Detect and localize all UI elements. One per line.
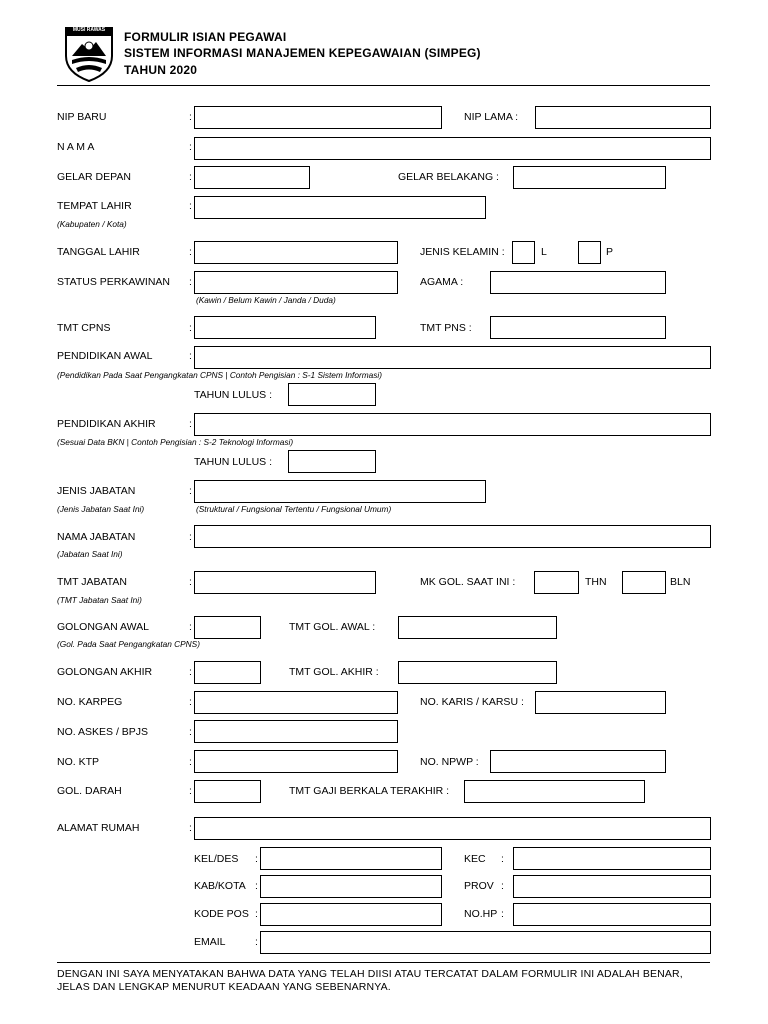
tmt-gol-awal-input[interactable] (398, 616, 557, 639)
colon: : (189, 485, 192, 497)
tanggal-lahir-input[interactable] (194, 241, 398, 264)
gelar-belakang-input[interactable] (513, 166, 666, 189)
nama-jabatan-input[interactable] (194, 525, 711, 548)
no-karpeg-input[interactable] (194, 691, 398, 714)
colon: : (189, 696, 192, 708)
hint-tempat-lahir: (Kabupaten / Kota) (57, 219, 127, 229)
email-input[interactable] (260, 931, 711, 954)
label-tmt-gaji: TMT GAJI BERKALA TERAKHIR : (289, 785, 450, 797)
no-askes-input[interactable] (194, 720, 398, 743)
form-year: TAHUN 2020 (124, 63, 198, 77)
label-email: EMAIL (194, 936, 226, 948)
declaration-text: DENGAN INI SAYA MENYATAKAN BAHWA DATA YANG TELAH DIISI ATAU TERCATAT DALAM FORMULIR INI ADALAH BENAR, JELAS DAN LENGKAP MENURUT KEADAAN YANG SEBENARNYA. (57, 968, 683, 993)
tmt-gol-akhir-input[interactable] (398, 661, 557, 684)
hint-jenis-jabatan: (Jenis Jabatan Saat Ini) (57, 504, 145, 514)
nip-baru-input[interactable] (194, 106, 442, 129)
header-divider (57, 85, 710, 86)
colon: : (189, 726, 192, 738)
form-title: FORMULIR ISIAN PEGAWAI (124, 30, 287, 44)
nama-input[interactable] (194, 137, 711, 160)
label-jk-p: P (606, 246, 614, 258)
label-no-npwp: NO. NPWP : (420, 756, 479, 768)
colon: : (501, 880, 504, 892)
colon: : (189, 822, 192, 834)
gelar-depan-input[interactable] (194, 166, 310, 189)
regency-logo (64, 26, 114, 82)
colon: : (189, 666, 192, 678)
kec-input[interactable] (513, 847, 711, 870)
label-no-karpeg: NO. KARPEG (57, 696, 123, 708)
colon: : (255, 853, 258, 865)
kel-des-input[interactable] (260, 847, 442, 870)
no-ktp-input[interactable] (194, 750, 398, 773)
label-jenis-kelamin: JENIS KELAMIN : (420, 246, 505, 258)
colon: : (255, 880, 258, 892)
hint-pendidikan-awal: (Pendidikan Pada Saat Pengangkatan CPNS | Contoh Pengisian : S-1 Sistem Informasi) (57, 370, 382, 380)
label-gol-darah: GOL. DARAH (57, 785, 122, 797)
alamat-rumah-input[interactable] (194, 817, 711, 840)
colon: : (189, 418, 192, 430)
tempat-lahir-input[interactable] (194, 196, 486, 219)
logo-caption: MUSI RAWAS (72, 27, 106, 33)
colon: : (189, 171, 192, 183)
colon: : (189, 785, 192, 797)
agama-input[interactable] (490, 271, 666, 294)
hint-nama-jabatan: (Jabatan Saat Ini) (57, 549, 123, 559)
no-npwp-input[interactable] (490, 750, 666, 773)
no-karis-input[interactable] (535, 691, 666, 714)
colon: : (189, 350, 192, 362)
label-status-perkawinan: STATUS PERKAWINAN (57, 276, 170, 288)
label-nip-baru: NIP BARU (57, 111, 107, 123)
label-no-hp: NO.HP (464, 908, 498, 920)
label-tmt-cpns: TMT CPNS (57, 322, 111, 334)
label-jenis-jabatan: JENIS JABATAN (57, 485, 136, 497)
label-tahun-lulus-awal: TAHUN LULUS : (194, 389, 272, 401)
label-gelar-belakang: GELAR BELAKANG : (398, 171, 499, 183)
label-no-ktp: NO. KTP (57, 756, 100, 768)
colon: : (501, 908, 504, 920)
jenis-kelamin-p-checkbox[interactable] (578, 241, 601, 264)
tmt-gaji-input[interactable] (464, 780, 645, 803)
tmt-jabatan-input[interactable] (194, 571, 376, 594)
kab-kota-input[interactable] (260, 875, 442, 898)
mk-gol-tahun-input[interactable] (534, 571, 579, 594)
hint-golongan-awal: (Gol. Pada Saat Pengangkatan CPNS) (57, 639, 200, 649)
nip-lama-input[interactable] (535, 106, 711, 129)
label-mk-gol: MK GOL. SAAT INI : (420, 576, 516, 588)
label-kec: KEC (464, 853, 486, 865)
jenis-jabatan-input[interactable] (194, 480, 486, 503)
mk-gol-bulan-input[interactable] (622, 571, 666, 594)
pendidikan-akhir-input[interactable] (194, 413, 711, 436)
gol-darah-input[interactable] (194, 780, 261, 803)
label-prov: PROV (464, 880, 494, 892)
label-nama: N A M A (57, 141, 95, 153)
hint-status-perkawinan: (Kawin / Belum Kawin / Janda / Duda) (196, 295, 336, 305)
label-thn: THN (585, 576, 607, 588)
form-subtitle: SISTEM INFORMASI MANAJEMEN KEPEGAWAIAN (SIMPEG) (124, 46, 481, 60)
colon: : (189, 531, 192, 543)
label-golongan-awal: GOLONGAN AWAL (57, 621, 149, 633)
label-pendidikan-awal: PENDIDIKAN AWAL (57, 350, 153, 362)
colon: : (255, 936, 258, 948)
colon: : (189, 246, 192, 258)
hint-pendidikan-akhir: (Sesuai Data BKN | Contoh Pengisian : S-2 Teknologi Informasi) (57, 437, 294, 447)
label-kel-des: KEL/DES (194, 853, 239, 865)
label-no-karis: NO. KARIS / KARSU : (420, 696, 524, 708)
colon: : (189, 141, 192, 153)
label-tmt-gol-awal: TMT GOL. AWAL : (289, 621, 376, 633)
label-kab-kota: KAB/KOTA (194, 880, 246, 892)
label-pendidikan-akhir: PENDIDIKAN AKHIR (57, 418, 156, 430)
label-tmt-jabatan: TMT JABATAN (57, 576, 128, 588)
footer-divider (57, 962, 710, 963)
colon: : (189, 621, 192, 633)
kode-pos-input[interactable] (260, 903, 442, 926)
prov-input[interactable] (513, 875, 711, 898)
label-tahun-lulus-akhir: TAHUN LULUS : (194, 456, 272, 468)
label-no-askes: NO. ASKES / BPJS (57, 726, 149, 738)
label-tmt-pns: TMT PNS : (420, 322, 472, 334)
tmt-cpns-input[interactable] (194, 316, 376, 339)
colon: : (189, 200, 192, 212)
status-perkawinan-input[interactable] (194, 271, 398, 294)
colon: : (189, 322, 192, 334)
label-bln: BLN (670, 576, 691, 588)
colon: : (189, 276, 192, 288)
colon: : (189, 576, 192, 588)
tmt-pns-input[interactable] (490, 316, 666, 339)
colon: : (501, 853, 504, 865)
label-tanggal-lahir: TANGGAL LAHIR (57, 246, 140, 258)
hint-jenis-jabatan-options: (Struktural / Fungsional Tertentu / Fungsional Umum) (196, 504, 392, 514)
label-nama-jabatan: NAMA JABATAN (57, 531, 136, 543)
label-alamat-rumah: ALAMAT RUMAH (57, 822, 140, 834)
pendidikan-awal-input[interactable] (194, 346, 711, 369)
golongan-awal-input[interactable] (194, 616, 261, 639)
no-hp-input[interactable] (513, 903, 711, 926)
label-nip-lama: NIP LAMA : (464, 111, 519, 123)
label-jk-l: L (541, 246, 547, 258)
jenis-kelamin-l-checkbox[interactable] (512, 241, 535, 264)
hint-tmt-jabatan: (TMT Jabatan Saat Ini) (57, 595, 142, 605)
colon: : (255, 908, 258, 920)
tahun-lulus-akhir-input[interactable] (288, 450, 376, 473)
colon: : (189, 111, 192, 123)
label-tmt-gol-akhir: TMT GOL. AKHIR : (289, 666, 379, 678)
label-gelar-depan: GELAR DEPAN (57, 171, 131, 183)
label-tempat-lahir: TEMPAT LAHIR (57, 200, 132, 212)
golongan-akhir-input[interactable] (194, 661, 261, 684)
label-agama: AGAMA : (420, 276, 464, 288)
label-golongan-akhir: GOLONGAN AKHIR (57, 666, 153, 678)
tahun-lulus-awal-input[interactable] (288, 383, 376, 406)
label-kode-pos: KODE POS (194, 908, 249, 920)
colon: : (189, 756, 192, 768)
